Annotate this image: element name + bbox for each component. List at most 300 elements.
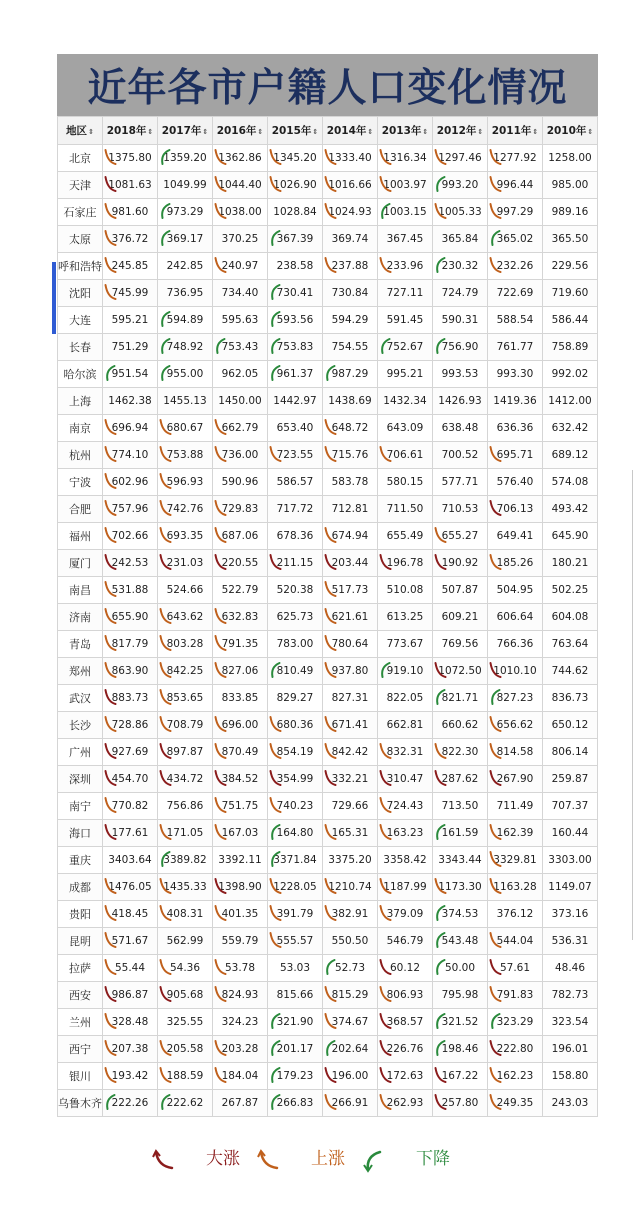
value-cell: 722.69 bbox=[488, 280, 543, 307]
value-cell: 1277.92 bbox=[488, 145, 543, 172]
header-year[interactable] bbox=[488, 117, 543, 145]
value-cell: 493.42 bbox=[543, 496, 598, 523]
value-cell: 1432.34 bbox=[378, 388, 433, 415]
city-cell: 厦门 bbox=[58, 550, 103, 577]
header-year[interactable] bbox=[378, 117, 433, 145]
value-cell: 401.35 bbox=[213, 901, 268, 928]
value-cell: 249.35 bbox=[488, 1090, 543, 1117]
value-cell: 821.71 bbox=[433, 685, 488, 712]
city-cell: 哈尔滨 bbox=[58, 361, 103, 388]
value-cell: 559.79 bbox=[213, 928, 268, 955]
header-label: 2012年 bbox=[436, 125, 477, 137]
value-cell: 203.28 bbox=[213, 1036, 268, 1063]
table-row bbox=[58, 1063, 598, 1090]
value-cell: 1005.33 bbox=[433, 199, 488, 226]
value-cell: 711.49 bbox=[488, 793, 543, 820]
table-row bbox=[58, 199, 598, 226]
value-cell: 50.00 bbox=[433, 955, 488, 982]
table-row bbox=[58, 712, 598, 739]
value-cell: 706.61 bbox=[378, 442, 433, 469]
value-cell: 196.01 bbox=[543, 1036, 598, 1063]
table-header-row bbox=[58, 117, 598, 145]
value-cell: 211.15 bbox=[268, 550, 323, 577]
value-cell: 927.69 bbox=[103, 739, 158, 766]
value-cell: 702.66 bbox=[103, 523, 158, 550]
header-year[interactable] bbox=[158, 117, 213, 145]
value-cell: 391.79 bbox=[268, 901, 323, 928]
value-cell: 761.77 bbox=[488, 334, 543, 361]
value-cell: 696.00 bbox=[213, 712, 268, 739]
value-cell: 905.68 bbox=[158, 982, 213, 1009]
value-cell: 751.29 bbox=[103, 334, 158, 361]
value-cell: 165.31 bbox=[323, 820, 378, 847]
value-cell: 324.23 bbox=[213, 1009, 268, 1036]
value-cell: 3343.44 bbox=[433, 847, 488, 874]
header-year[interactable] bbox=[268, 117, 323, 145]
value-cell: 245.85 bbox=[103, 253, 158, 280]
value-cell: 766.36 bbox=[488, 631, 543, 658]
value-cell: 266.83 bbox=[268, 1090, 323, 1117]
value-cell: 1435.33 bbox=[158, 874, 213, 901]
value-cell: 369.74 bbox=[323, 226, 378, 253]
value-cell: 736.95 bbox=[158, 280, 213, 307]
city-cell: 杭州 bbox=[58, 442, 103, 469]
value-cell: 643.62 bbox=[158, 604, 213, 631]
value-cell: 242.53 bbox=[103, 550, 158, 577]
value-cell: 555.57 bbox=[268, 928, 323, 955]
value-cell: 48.46 bbox=[543, 955, 598, 982]
value-cell: 196.00 bbox=[323, 1063, 378, 1090]
value-cell: 613.25 bbox=[378, 604, 433, 631]
value-cell: 993.20 bbox=[433, 172, 488, 199]
value-cell: 1026.90 bbox=[268, 172, 323, 199]
header-year[interactable] bbox=[103, 117, 158, 145]
value-cell: 365.50 bbox=[543, 226, 598, 253]
city-cell: 大连 bbox=[58, 307, 103, 334]
sort-icon[interactable]: ⇕ bbox=[532, 128, 539, 136]
value-cell: 365.02 bbox=[488, 226, 543, 253]
value-cell: 769.56 bbox=[433, 631, 488, 658]
value-cell: 522.79 bbox=[213, 577, 268, 604]
value-cell: 1003.15 bbox=[378, 199, 433, 226]
value-cell: 740.23 bbox=[268, 793, 323, 820]
value-cell: 753.83 bbox=[268, 334, 323, 361]
city-cell: 天津 bbox=[58, 172, 103, 199]
value-cell: 205.58 bbox=[158, 1036, 213, 1063]
value-cell: 752.67 bbox=[378, 334, 433, 361]
value-cell: 3389.82 bbox=[158, 847, 213, 874]
value-cell: 596.93 bbox=[158, 469, 213, 496]
value-cell: 590.96 bbox=[213, 469, 268, 496]
value-cell: 803.28 bbox=[158, 631, 213, 658]
value-cell: 770.82 bbox=[103, 793, 158, 820]
value-cell: 662.81 bbox=[378, 712, 433, 739]
value-cell: 806.93 bbox=[378, 982, 433, 1009]
title-bar bbox=[57, 54, 598, 116]
city-cell: 贵阳 bbox=[58, 901, 103, 928]
value-cell: 993.53 bbox=[433, 361, 488, 388]
value-cell: 707.37 bbox=[543, 793, 598, 820]
value-cell: 729.83 bbox=[213, 496, 268, 523]
value-cell: 1426.93 bbox=[433, 388, 488, 415]
header-label: 2014年 bbox=[326, 125, 367, 137]
fall-arrow-icon bbox=[360, 1148, 386, 1174]
value-cell: 625.73 bbox=[268, 604, 323, 631]
legend-label: 大涨 bbox=[206, 1149, 240, 1169]
value-cell: 1450.00 bbox=[213, 388, 268, 415]
value-cell: 842.25 bbox=[158, 658, 213, 685]
value-cell: 230.32 bbox=[433, 253, 488, 280]
value-cell: 919.10 bbox=[378, 658, 433, 685]
value-cell: 517.73 bbox=[323, 577, 378, 604]
value-cell: 287.62 bbox=[433, 766, 488, 793]
city-cell: 深圳 bbox=[58, 766, 103, 793]
value-cell: 237.88 bbox=[323, 253, 378, 280]
value-cell: 370.25 bbox=[213, 226, 268, 253]
value-cell: 827.06 bbox=[213, 658, 268, 685]
value-cell: 1049.99 bbox=[158, 172, 213, 199]
table-row bbox=[58, 388, 598, 415]
city-cell: 乌鲁木齐 bbox=[58, 1090, 103, 1117]
value-cell: 207.38 bbox=[103, 1036, 158, 1063]
value-cell: 763.64 bbox=[543, 631, 598, 658]
value-cell: 562.99 bbox=[158, 928, 213, 955]
city-cell: 呼和浩特 bbox=[58, 253, 103, 280]
table-row bbox=[58, 226, 598, 253]
table-row bbox=[58, 820, 598, 847]
value-cell: 185.26 bbox=[488, 550, 543, 577]
sort-icon[interactable]: ⇕ bbox=[312, 128, 319, 136]
value-cell: 632.83 bbox=[213, 604, 268, 631]
table-row bbox=[58, 523, 598, 550]
city-cell: 北京 bbox=[58, 145, 103, 172]
value-cell: 1419.36 bbox=[488, 388, 543, 415]
header-year[interactable] bbox=[213, 117, 268, 145]
city-cell: 石家庄 bbox=[58, 199, 103, 226]
value-cell: 680.36 bbox=[268, 712, 323, 739]
value-cell: 1375.80 bbox=[103, 145, 158, 172]
table-row bbox=[58, 253, 598, 280]
value-cell: 3371.84 bbox=[268, 847, 323, 874]
city-cell: 福州 bbox=[58, 523, 103, 550]
value-cell: 52.73 bbox=[323, 955, 378, 982]
value-cell: 1072.50 bbox=[433, 658, 488, 685]
value-cell: 160.44 bbox=[543, 820, 598, 847]
value-cell: 1024.93 bbox=[323, 199, 378, 226]
table-row bbox=[58, 415, 598, 442]
value-cell: 650.12 bbox=[543, 712, 598, 739]
value-cell: 266.91 bbox=[323, 1090, 378, 1117]
table-row bbox=[58, 307, 598, 334]
header-label: 2015年 bbox=[271, 125, 312, 137]
value-cell: 203.44 bbox=[323, 550, 378, 577]
value-cell: 937.80 bbox=[323, 658, 378, 685]
table-row bbox=[58, 685, 598, 712]
value-cell: 751.75 bbox=[213, 793, 268, 820]
value-cell: 1187.99 bbox=[378, 874, 433, 901]
population-table bbox=[57, 116, 598, 1117]
header-year[interactable] bbox=[543, 117, 598, 145]
value-cell: 754.55 bbox=[323, 334, 378, 361]
value-cell: 791.83 bbox=[488, 982, 543, 1009]
value-cell: 574.08 bbox=[543, 469, 598, 496]
value-cell: 648.72 bbox=[323, 415, 378, 442]
table-row bbox=[58, 901, 598, 928]
sort-icon[interactable]: ⇕ bbox=[257, 128, 264, 136]
table-row bbox=[58, 1090, 598, 1117]
value-cell: 671.41 bbox=[323, 712, 378, 739]
sort-icon[interactable]: ⇕ bbox=[477, 128, 484, 136]
value-cell: 1258.00 bbox=[543, 145, 598, 172]
sort-icon[interactable]: ⇕ bbox=[202, 128, 209, 136]
value-cell: 1438.69 bbox=[323, 388, 378, 415]
value-cell: 524.66 bbox=[158, 577, 213, 604]
value-cell: 202.64 bbox=[323, 1036, 378, 1063]
value-cell: 783.00 bbox=[268, 631, 323, 658]
value-cell: 310.47 bbox=[378, 766, 433, 793]
value-cell: 678.36 bbox=[268, 523, 323, 550]
value-cell: 724.43 bbox=[378, 793, 433, 820]
value-cell: 653.40 bbox=[268, 415, 323, 442]
value-cell: 586.44 bbox=[543, 307, 598, 334]
value-cell: 172.63 bbox=[378, 1063, 433, 1090]
value-cell: 706.13 bbox=[488, 496, 543, 523]
value-cell: 810.49 bbox=[268, 658, 323, 685]
value-cell: 824.93 bbox=[213, 982, 268, 1009]
selection-marker bbox=[52, 262, 56, 334]
city-cell: 长沙 bbox=[58, 712, 103, 739]
header-label: 2013年 bbox=[381, 125, 422, 137]
table-row bbox=[58, 442, 598, 469]
value-cell: 833.85 bbox=[213, 685, 268, 712]
value-cell: 504.95 bbox=[488, 577, 543, 604]
table-row bbox=[58, 577, 598, 604]
value-cell: 544.04 bbox=[488, 928, 543, 955]
value-cell: 986.87 bbox=[103, 982, 158, 1009]
city-cell: 沈阳 bbox=[58, 280, 103, 307]
value-cell: 713.50 bbox=[433, 793, 488, 820]
value-cell: 674.94 bbox=[323, 523, 378, 550]
value-cell: 588.54 bbox=[488, 307, 543, 334]
value-cell: 715.76 bbox=[323, 442, 378, 469]
city-cell: 长春 bbox=[58, 334, 103, 361]
value-cell: 580.15 bbox=[378, 469, 433, 496]
value-cell: 604.08 bbox=[543, 604, 598, 631]
value-cell: 1362.86 bbox=[213, 145, 268, 172]
value-cell: 756.90 bbox=[433, 334, 488, 361]
city-cell: 南京 bbox=[58, 415, 103, 442]
header-region[interactable] bbox=[58, 117, 103, 145]
page-title: 近年各市户籍人口变化情况 bbox=[87, 65, 568, 111]
value-cell: 795.98 bbox=[433, 982, 488, 1009]
sort-icon[interactable]: ⇕ bbox=[587, 128, 594, 136]
value-cell: 729.66 bbox=[323, 793, 378, 820]
table-row bbox=[58, 847, 598, 874]
header-year[interactable] bbox=[323, 117, 378, 145]
value-cell: 955.00 bbox=[158, 361, 213, 388]
value-cell: 655.49 bbox=[378, 523, 433, 550]
value-cell: 1455.13 bbox=[158, 388, 213, 415]
value-cell: 689.12 bbox=[543, 442, 598, 469]
value-cell: 1028.84 bbox=[268, 199, 323, 226]
value-cell: 577.71 bbox=[433, 469, 488, 496]
city-cell: 兰州 bbox=[58, 1009, 103, 1036]
value-cell: 989.16 bbox=[543, 199, 598, 226]
value-cell: 325.55 bbox=[158, 1009, 213, 1036]
value-cell: 815.66 bbox=[268, 982, 323, 1009]
value-cell: 193.42 bbox=[103, 1063, 158, 1090]
value-cell: 3358.42 bbox=[378, 847, 433, 874]
value-cell: 1442.97 bbox=[268, 388, 323, 415]
value-cell: 1333.40 bbox=[323, 145, 378, 172]
value-cell: 502.25 bbox=[543, 577, 598, 604]
value-cell: 158.80 bbox=[543, 1063, 598, 1090]
value-cell: 1016.66 bbox=[323, 172, 378, 199]
table-row bbox=[58, 496, 598, 523]
value-cell: 550.50 bbox=[323, 928, 378, 955]
sort-icon[interactable]: ⇕ bbox=[367, 128, 374, 136]
value-cell: 379.09 bbox=[378, 901, 433, 928]
city-cell: 银川 bbox=[58, 1063, 103, 1090]
value-cell: 719.60 bbox=[543, 280, 598, 307]
city-cell: 西安 bbox=[58, 982, 103, 1009]
value-cell: 643.09 bbox=[378, 415, 433, 442]
value-cell: 1228.05 bbox=[268, 874, 323, 901]
value-cell: 369.17 bbox=[158, 226, 213, 253]
value-cell: 3392.11 bbox=[213, 847, 268, 874]
value-cell: 854.19 bbox=[268, 739, 323, 766]
value-cell: 595.21 bbox=[103, 307, 158, 334]
header-year[interactable] bbox=[433, 117, 488, 145]
value-cell: 1149.07 bbox=[543, 874, 598, 901]
value-cell: 745.99 bbox=[103, 280, 158, 307]
city-cell: 青岛 bbox=[58, 631, 103, 658]
city-cell: 合肥 bbox=[58, 496, 103, 523]
value-cell: 836.73 bbox=[543, 685, 598, 712]
value-cell: 1316.34 bbox=[378, 145, 433, 172]
value-cell: 196.78 bbox=[378, 550, 433, 577]
value-cell: 1044.40 bbox=[213, 172, 268, 199]
city-cell: 济南 bbox=[58, 604, 103, 631]
value-cell: 586.57 bbox=[268, 469, 323, 496]
table-row bbox=[58, 550, 598, 577]
value-cell: 267.87 bbox=[213, 1090, 268, 1117]
value-cell: 510.08 bbox=[378, 577, 433, 604]
table-row bbox=[58, 631, 598, 658]
value-cell: 1173.30 bbox=[433, 874, 488, 901]
value-cell: 723.55 bbox=[268, 442, 323, 469]
value-cell: 222.26 bbox=[103, 1090, 158, 1117]
value-cell: 167.03 bbox=[213, 820, 268, 847]
value-cell: 645.90 bbox=[543, 523, 598, 550]
value-cell: 870.49 bbox=[213, 739, 268, 766]
value-cell: 171.05 bbox=[158, 820, 213, 847]
sort-icon[interactable]: ⇕ bbox=[422, 128, 429, 136]
value-cell: 167.22 bbox=[433, 1063, 488, 1090]
value-cell: 382.91 bbox=[323, 901, 378, 928]
value-cell: 636.36 bbox=[488, 415, 543, 442]
city-cell: 宁波 bbox=[58, 469, 103, 496]
value-cell: 332.21 bbox=[323, 766, 378, 793]
value-cell: 708.79 bbox=[158, 712, 213, 739]
value-cell: 717.72 bbox=[268, 496, 323, 523]
value-cell: 730.84 bbox=[323, 280, 378, 307]
table-row bbox=[58, 1036, 598, 1063]
value-cell: 222.62 bbox=[158, 1090, 213, 1117]
value-cell: 1462.38 bbox=[103, 388, 158, 415]
value-cell: 418.45 bbox=[103, 901, 158, 928]
value-cell: 829.27 bbox=[268, 685, 323, 712]
rise-arrow-icon bbox=[255, 1148, 281, 1174]
value-cell: 531.88 bbox=[103, 577, 158, 604]
value-cell: 323.29 bbox=[488, 1009, 543, 1036]
value-cell: 696.94 bbox=[103, 415, 158, 442]
table-row bbox=[58, 928, 598, 955]
value-cell: 161.59 bbox=[433, 820, 488, 847]
table-row bbox=[58, 793, 598, 820]
value-cell: 594.89 bbox=[158, 307, 213, 334]
value-cell: 164.80 bbox=[268, 820, 323, 847]
legend-label: 上涨 bbox=[311, 1149, 345, 1169]
value-cell: 992.02 bbox=[543, 361, 598, 388]
value-cell: 621.61 bbox=[323, 604, 378, 631]
value-cell: 238.58 bbox=[268, 253, 323, 280]
value-cell: 328.48 bbox=[103, 1009, 158, 1036]
sort-icon[interactable]: ⇕ bbox=[147, 128, 154, 136]
city-cell: 上海 bbox=[58, 388, 103, 415]
value-cell: 233.96 bbox=[378, 253, 433, 280]
value-cell: 995.21 bbox=[378, 361, 433, 388]
value-cell: 660.62 bbox=[433, 712, 488, 739]
value-cell: 712.81 bbox=[323, 496, 378, 523]
value-cell: 232.26 bbox=[488, 253, 543, 280]
value-cell: 883.73 bbox=[103, 685, 158, 712]
value-cell: 162.23 bbox=[488, 1063, 543, 1090]
value-cell: 1010.10 bbox=[488, 658, 543, 685]
value-cell: 198.46 bbox=[433, 1036, 488, 1063]
value-cell: 229.56 bbox=[543, 253, 598, 280]
value-cell: 226.76 bbox=[378, 1036, 433, 1063]
value-cell: 53.03 bbox=[268, 955, 323, 982]
table-row bbox=[58, 604, 598, 631]
value-cell: 680.67 bbox=[158, 415, 213, 442]
value-cell: 951.54 bbox=[103, 361, 158, 388]
value-cell: 822.05 bbox=[378, 685, 433, 712]
value-cell: 753.88 bbox=[158, 442, 213, 469]
value-cell: 993.30 bbox=[488, 361, 543, 388]
table-row bbox=[58, 739, 598, 766]
value-cell: 997.29 bbox=[488, 199, 543, 226]
value-cell: 827.23 bbox=[488, 685, 543, 712]
value-cell: 57.61 bbox=[488, 955, 543, 982]
value-cell: 594.29 bbox=[323, 307, 378, 334]
value-cell: 583.78 bbox=[323, 469, 378, 496]
value-cell: 985.00 bbox=[543, 172, 598, 199]
value-cell: 822.30 bbox=[433, 739, 488, 766]
value-cell: 179.23 bbox=[268, 1063, 323, 1090]
value-cell: 376.12 bbox=[488, 901, 543, 928]
value-cell: 3329.81 bbox=[488, 847, 543, 874]
value-cell: 1081.63 bbox=[103, 172, 158, 199]
value-cell: 757.96 bbox=[103, 496, 158, 523]
value-cell: 827.31 bbox=[323, 685, 378, 712]
sort-icon[interactable]: ⇕ bbox=[88, 128, 94, 136]
value-cell: 687.06 bbox=[213, 523, 268, 550]
value-cell: 267.90 bbox=[488, 766, 543, 793]
value-cell: 863.90 bbox=[103, 658, 158, 685]
value-cell: 1163.28 bbox=[488, 874, 543, 901]
value-cell: 188.59 bbox=[158, 1063, 213, 1090]
